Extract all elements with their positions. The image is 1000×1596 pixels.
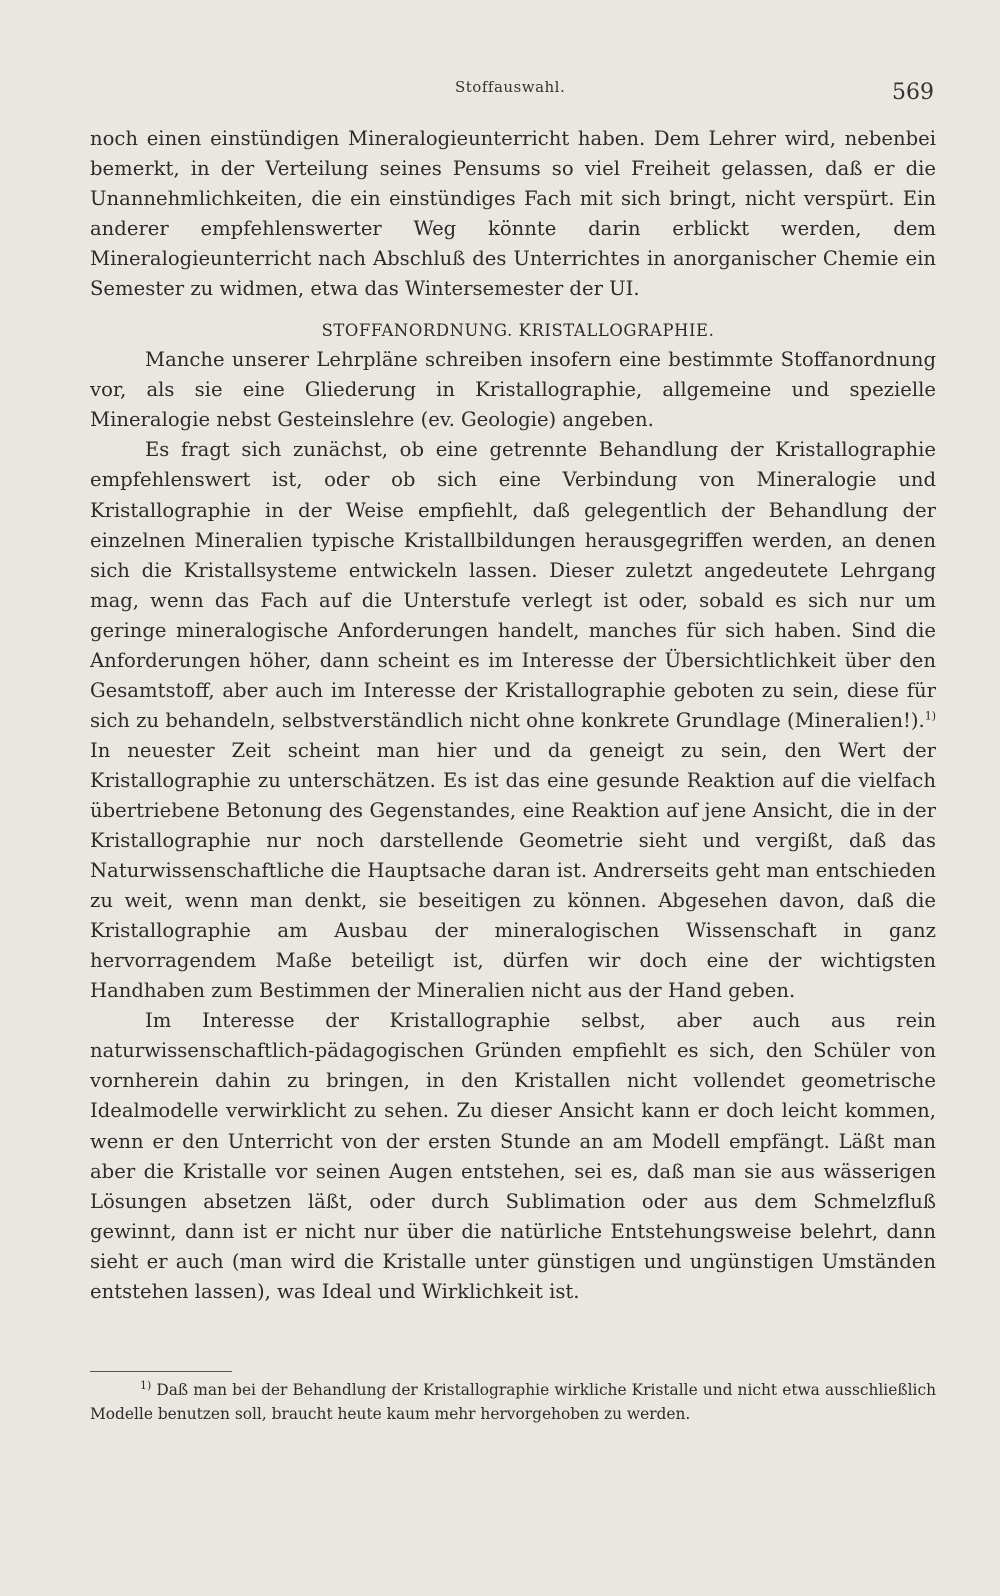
footnote-mark: 1) (140, 1378, 152, 1392)
paragraph-3-part-1: Es fragt sich zunächst, ob eine getrennte Behandlung der Kristallographie empfehlenswert ist, oder ob sich eine Verbindung von Mineralogie und Kristallographie in der Weise empfiehlt, daß gelegentlich der Behandlung der einzelnen Mineralien typische Kristallbildungen herausgegriffen werden, an denen sich die Kristallsysteme entwickeln lassen. Dieser zuletzt angedeutete Lehrgang mag, wenn das Fach auf die Unterstufe verlegt ist oder, sobald es sich nur um geringe mineralogische Anforderungen handelt, manches für sich haben. Sind die Anforderungen höher, dann scheint es im Interesse der Übersichtlichkeit über den Gesamtstoff, aber auch im Interesse der Kristallographie geboten zu sein, diese für sich zu behandeln, selbstverständlich nicht ohne konkrete Grundlage (Mineralien!). (90, 438, 936, 732)
footnote-reference: 1) (924, 709, 936, 723)
paragraph-2: Manche unserer Lehrpläne schreiben insofern eine bestimmte Stoffanordnung vor, als sie eine Gliederung in Kristallographie, allgemeine und spezielle Mineralogie nebst Gesteinslehre (ev. Geologie) angeben. (90, 348, 936, 432)
paragraph-1: noch einen einstündigen Mineralogieunterricht haben. Dem Lehrer wird, nebenbei bemerkt, in der Verteilung seines Pensums so viel Freiheit gelassen, daß er die Unannehmlichkeiten, die ein einstündiges Fach mit sich bringt, nicht verspürt. Ein anderer empfehlenswerter Weg könnte darin erblickt werden, dem Mineralogieunterricht nach Abschluß des Unterrichtes in anorganischer Chemie ein Semester zu widmen, etwa das Wintersemester der UI. (90, 127, 936, 301)
footnote-text: Daß man bei der Behandlung der Kristallographie wirkliche Kristalle und nicht etwa ausschließlich Modelle benutzen soll, braucht heute kaum mehr hervorgehoben zu werden. (90, 1381, 936, 1423)
paragraph-4: Im Interesse der Kristallographie selbst, aber auch aus rein naturwissenschaftlich-pädagogischen Gründen empfiehlt es sich, den Schüler von vornherein dahin zu bringen, in den Kristallen nicht vollendet geometrische Idealmodelle verwirklicht zu sehen. Zu dieser Ansicht kann er doch leicht kommen, wenn er den Unterricht von der ersten Stunde an am Modell empfängt. Läßt man aber die Kristalle vor seinen Augen entstehen, sei es, daß man sie aus wässerigen Lösungen absetzen läßt, oder durch Sublimation oder aus dem Schmelzfluß gewinnt, dann ist er nicht nur über die natürliche Entstehungsweise belehrt, dann sieht er auch (man wird die Kristalle unter günstigen und ungünstigen Umständen entstehen lassen), was Ideal und Wirklichkeit ist. (90, 1009, 936, 1303)
page-number: 569 (892, 80, 934, 105)
footnote-rule (90, 1371, 232, 1372)
body-text (90, 124, 936, 1307)
paragraph-3 (90, 435, 936, 1006)
paragraph-3-part-2: In neuester Zeit scheint man hier und da geneigt zu sein, den Wert der Kristallographie zu unterschätzen. Es ist das eine gesunde Reaktion auf die vielfach übertriebene Betonung des Gegenstandes, eine Reaktion auf jene Ansicht, die in der Kristallographie nur noch darstellende Geometrie sieht und vergißt, daß das Naturwissenschaftliche die Hauptsache daran ist. Andrerseits geht man entschieden zu weit, wenn man denkt, sie beseitigen zu können. Abgesehen davon, daß die Kristallographie am Ausbau der mineralogischen Wissenschaft in ganz hervorragendem Maße beteiligt ist, dürfen wir doch eine der wichtigsten Handhaben zum Bestimmen der Mineralien nicht aus der Hand geben. (90, 738, 936, 1003)
section-heading: STOFFANORDNUNG. KRISTALLOGRAPHIE. (321, 321, 715, 341)
footnote (90, 1378, 936, 1426)
running-title: Stoffauswahl. (455, 78, 566, 96)
